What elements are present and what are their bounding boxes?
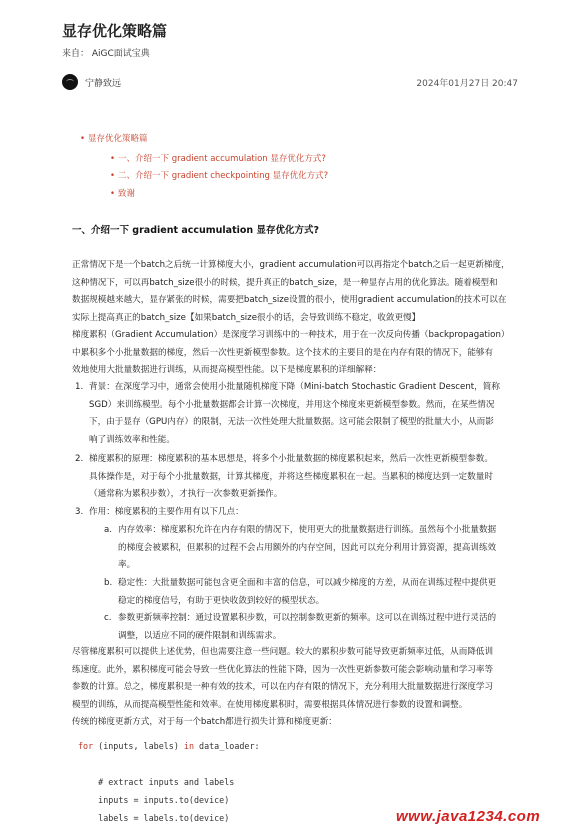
code-text: (inputs, labels) [93,741,184,751]
text-line: （通常称为累积步数），才执行一次参数更新操作。 [89,489,283,500]
text-line: 率。 [118,560,136,571]
avatar[interactable] [62,74,78,90]
sub-list-letter: b. [104,578,113,588]
toc-item-label[interactable]: 致谢 [118,189,136,199]
bullet-icon: • [110,154,116,164]
text-line: 梯度累积（Gradient Accumulation）是深度学习训练中的一种技术，用于在一次反向传播（backpropagation） [72,330,510,340]
text-line: 稳定性：大批量数据可能包含更全面和丰富的信息，可以减少梯度的方差，从而在训练过程中提供更 [118,578,497,588]
text-line: 稳定的梯度信号，有助于更快收敛到较好的模型状态。 [118,595,325,606]
bullet-icon: • [110,189,116,199]
code-line: inputs = inputs.to(device) [78,795,230,805]
toc-item-label[interactable]: 二、介绍一下 gradient checkpointing 显存优化方式? [118,171,329,181]
text-line: 效地使用大批量数据进行训练，从而提高模型性能。以下是梯度累积的详细解释： [72,365,382,376]
text-line: 数据规模越来越大，显存紧张的时候，需要把batch_size设置的很小，使用gradient accumulation的技术可以在 [72,295,507,306]
text-line: 参数的计算。总之，梯度累积是一种有效的技术，可以在内存有限的情况下，充分利用大批量数据进行深度学习 [72,682,494,693]
text-line: 响了训练效率和性能。 [89,434,175,445]
code-text: data_loader: [194,741,260,751]
toc-root[interactable] [80,132,148,144]
toc-item-3[interactable] [110,187,135,199]
bullet-icon: • [80,134,86,144]
code-keyword: in [183,741,194,751]
bullet-icon: • [110,171,116,181]
text-line: 正常情况下是一个batch之后统一计算梯度大小，gradient accumulation可以再指定个batch之后一起更新梯度， [72,260,510,270]
text-line: 尽管梯度累积可以提供上述优势，但也需要注意一些问题。较大的累积步数可能导致更新频率过低，从而降低训 [72,647,494,657]
text-line: 内存效率：梯度累积允许在内存有限的情况下，使用更大的批量数据进行训练。虽然每个小批量数据 [118,525,497,535]
list-number: 2. [75,454,84,464]
text-line: 传统的梯度更新方式，对于每一个batch都进行损失计算和梯度更新： [72,717,337,728]
paragraph-definition [72,327,510,380]
paragraph-summary [72,644,493,732]
text-line: 调整，以适应不同的硬件限制和训练需求。 [118,630,282,641]
text-line: 的梯度会被累积，但累积的过程不会占用额外的内存空间，因此可以充分利用计算资源，提高训练效 [118,542,497,553]
text-line: 这种情况下，可以再batch_size很小的时候，提升真正的batch_size，是一种显存占用的优化算法。随着模型和 [72,277,498,288]
text-line: 参数更新频率控制：通过设置累积步数，可以控制参数更新的频率。这可以在训练过程中进行灵活的 [118,613,497,623]
sub-list-letter: a. [104,525,112,535]
article-title: 显存优化策略篇 [62,22,168,40]
sub-list-letter: c. [104,613,112,623]
list-number: 1. [75,382,84,392]
section-heading: 一、介绍一下 gradient accumulation 显存优化方式? [72,225,319,236]
code-line: # extract inputs and labels [78,777,235,787]
article-source: 来自： AiGC面试宝典 [62,49,150,59]
author-name[interactable]: 宁静致远 [85,79,122,89]
text-line: 背景：在深度学习中，通常会使用小批量随机梯度下降（Mini-batch Stochastic Gradient Descent，简称 [89,382,500,392]
text-line: 具体操作是，对于每个小批量数据，计算其梯度，并将这些梯度累积在一起。当累积的梯度达到一定数量时 [89,471,493,482]
toc-item-1[interactable] [110,152,326,164]
text-line: 下，由于显存（GPU内存）的限制，无法一次性处理大批量数据。这可能会限制了模型的批量大小，从而影 [89,417,494,428]
text-line: 模型的训练，从而提高模型性能和效率。在使用梯度累积时，需要根据具体情况进行参数的设置和调整。 [72,699,468,710]
toc-item-label[interactable]: 一、介绍一下 gradient accumulation 显存优化方式? [118,154,326,164]
code-line [78,741,260,751]
list-number: 3. [75,507,84,517]
text-line: 中累积多个小批量数据的梯度，然后一次性更新模型参数。这个技术的主要目的是在内存有限的情况下，能够有 [72,347,494,358]
text-line: 梯度累积的原理：梯度累积的基本思想是，将多个小批量数据的梯度累积起来，然后一次性更新模型参数。 [89,454,493,464]
publish-date: 2024年01月27日 20:47 [416,79,518,89]
text-line: 作用：梯度累积的主要作用有以下几点： [89,507,244,517]
code-line: labels = labels.to(device) [78,813,230,823]
watermark: www.java1234.com [396,808,541,825]
toc-root-label[interactable]: 显存优化策略篇 [88,134,148,144]
toc-item-2[interactable] [110,169,328,181]
text-line: SGD）来训练模型。每个小批量数据都会计算一次梯度，并用这个梯度来更新模型参数。然而，在某些情况 [89,399,495,410]
paragraph-intro [72,257,510,327]
author-row [62,73,518,91]
text-line: 练速度。此外，累积梯度可能会导致一些优化算法的性能下降，因为一次性更新参数可能会影响动量和学习率等 [72,664,494,675]
text-line: 实际上提高真正的batch_size【如果batch_size很小的话，会导致训练不稳定，收敛更慢】 [72,312,421,323]
code-keyword: for [78,741,94,751]
